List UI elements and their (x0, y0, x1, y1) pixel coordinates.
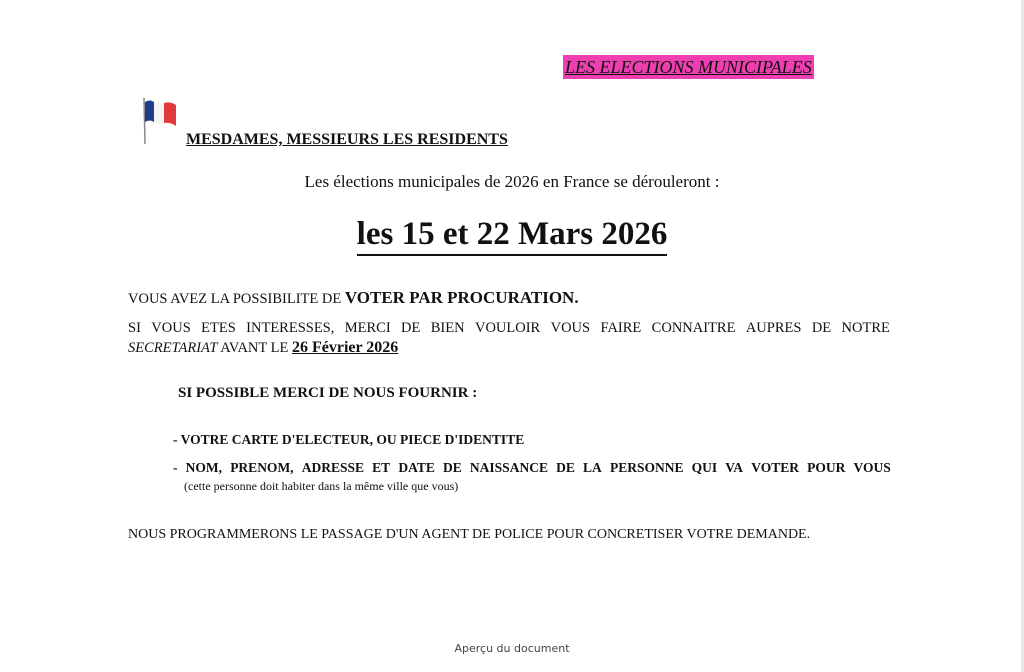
closing-text: NOUS PROGRAMMERONS LE PASSAGE D'UN AGENT DE POLICE POUR CONCRETISER VOTRE DEMANDE. (128, 527, 811, 542)
item-2-word: - (173, 460, 178, 475)
request-word: CONNAITRE (651, 320, 736, 336)
item-2-word: PERSONNE (609, 460, 684, 475)
item-2-word: ADRESSE (301, 460, 364, 475)
item-2-word: DE (443, 460, 462, 475)
request-word: VOUS (151, 320, 191, 336)
request-word: AUPRES (745, 320, 802, 336)
intro-text (0, 169, 1024, 195)
list-item (173, 458, 891, 478)
request-word: NOTRE (841, 320, 890, 336)
request-word: FAIRE (600, 320, 642, 336)
before-text: AVANT LE (217, 340, 292, 356)
request-line-2 (128, 338, 398, 358)
item-2-word: DE (556, 460, 575, 475)
item-2-word: PRENOM, (230, 460, 294, 475)
secretariat-word: SECRETARIAT (128, 340, 218, 356)
item-2-word: NAISSANCE (469, 460, 548, 475)
french-flag-icon (140, 96, 180, 146)
intro-line: Les élections municipales de 2026 en France se dérouleront : (304, 172, 720, 191)
request-word: SI (128, 320, 141, 336)
item-2-word: ET (372, 460, 391, 475)
item-2-word: DATE (398, 460, 435, 475)
request-word: VOULOIR (474, 320, 541, 336)
item-2-word: VA (725, 460, 744, 475)
request-word: ETES (201, 320, 236, 336)
item-2-word: NOM, (185, 460, 223, 475)
elections-banner: LES ELECTIONS MUNICIPALES (565, 57, 812, 77)
item-2-word: POUR (807, 460, 846, 475)
request-word: MERCI (344, 320, 391, 336)
item-2-word: LA (583, 460, 602, 475)
proxy-line (128, 288, 579, 309)
election-dates-text: les 15 et 22 Mars 2026 (357, 214, 668, 256)
item-2-word: VOTER (751, 460, 799, 475)
request-line-1 (128, 318, 890, 338)
request-word: BIEN (430, 320, 465, 336)
deadline-date: 26 Février 2026 (291, 339, 399, 356)
request-word: VOUS (550, 320, 591, 336)
request-word: DE (401, 320, 421, 336)
document-preview-caption: Aperçu du document (454, 642, 570, 655)
greeting-heading: MESDAMES, MESSIEURS LES RESIDENTS (186, 131, 508, 148)
request-word: INTERESSES, (246, 320, 335, 336)
proxy-prefix: VOUS AVEZ LA POSSIBILITE DE (128, 291, 345, 307)
request-word: DE (811, 320, 832, 336)
proxy-emphasis: VOTER PAR PROCURATION. (344, 288, 579, 307)
list-item-note: (cette personne doit habiter dans la même ville que vous) (184, 479, 459, 493)
item-2-word: QUI (691, 460, 718, 475)
item-2-word: VOUS (853, 460, 891, 475)
list-item: - VOTRE CARTE D'ELECTEUR, OU PIECE D'IDENTITE (173, 432, 525, 447)
election-dates (0, 210, 1024, 258)
provide-heading: SI POSSIBLE MERCI DE NOUS FOURNIR : (178, 385, 478, 401)
